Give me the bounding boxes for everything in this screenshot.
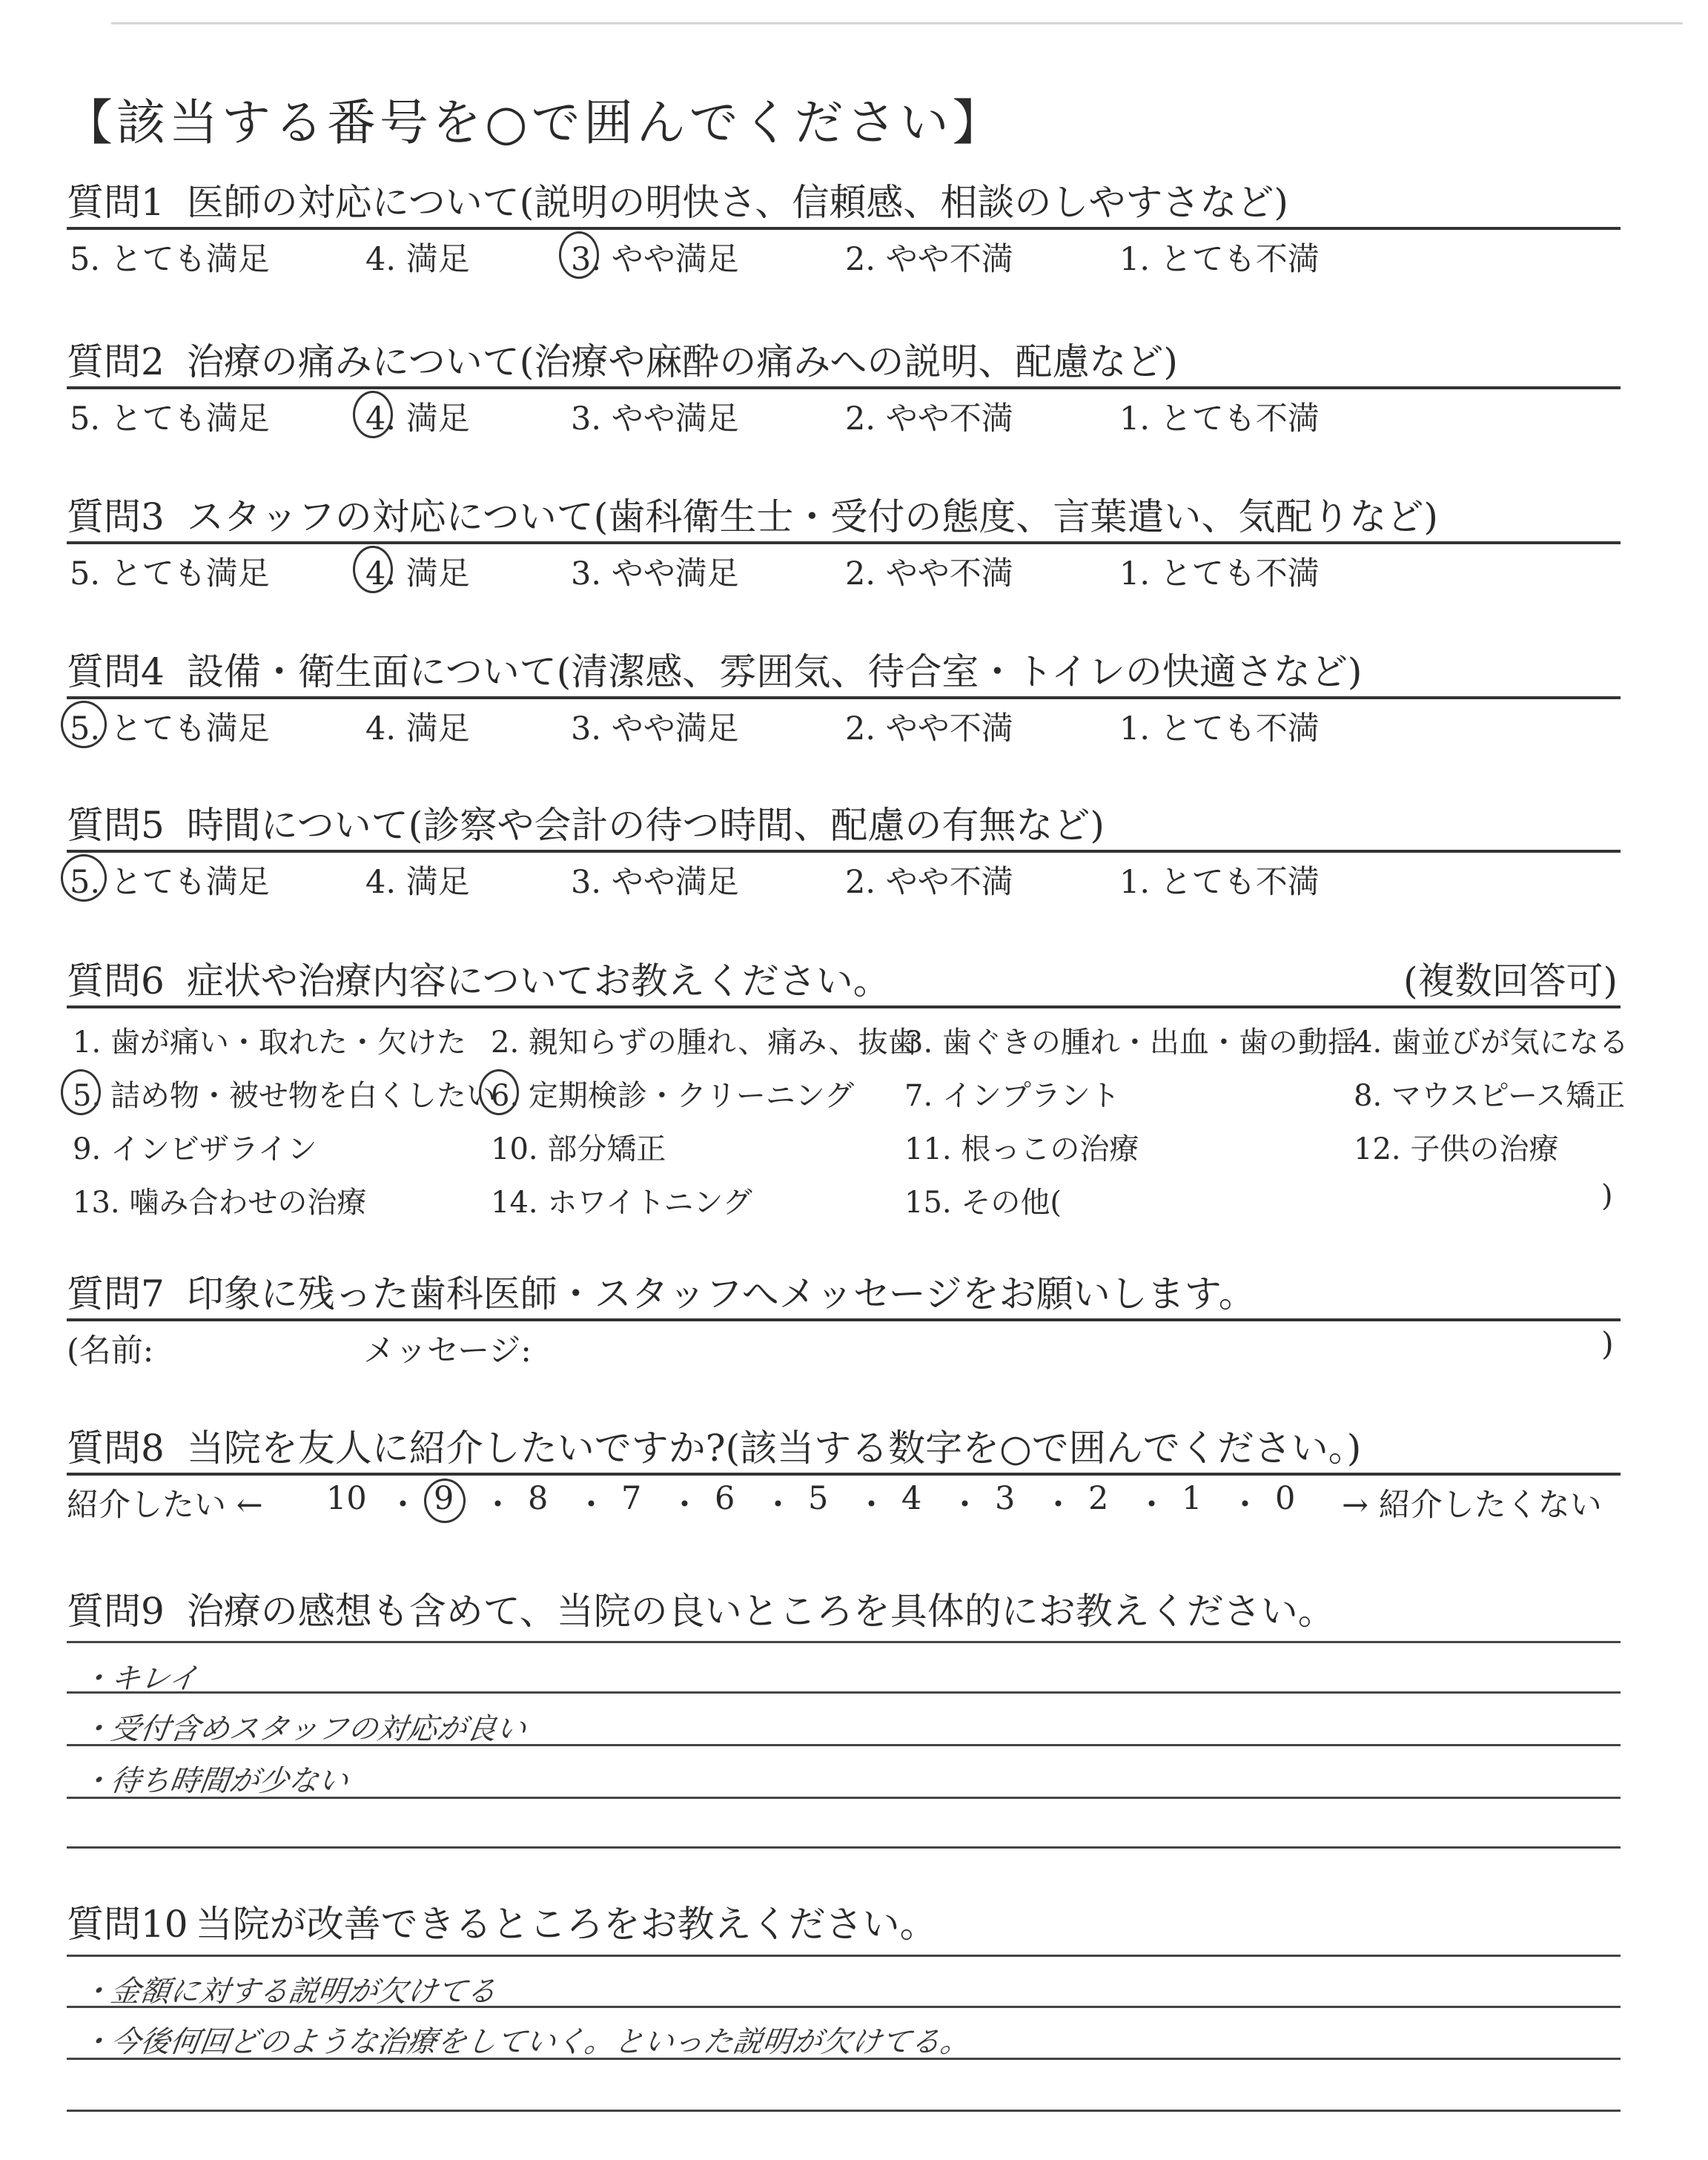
option-4[interactable]: 4. 満足 xyxy=(365,710,470,747)
question-text: スタッフの対応について(歯科衛生士・受付の態度、言葉遣い、気配りなど) xyxy=(186,495,1438,538)
scale-separator: ・ xyxy=(387,1487,419,1524)
handwritten-answer: ・受付含めスタッフの対応が良い xyxy=(79,1712,529,1746)
rating-options xyxy=(67,544,1621,596)
scale-8[interactable]: 8 xyxy=(528,1480,549,1517)
option-5[interactable]: 5. とても満足 xyxy=(70,864,270,901)
symptom-option[interactable]: 9. インビザライン xyxy=(73,1132,317,1166)
scale-1[interactable]: 1 xyxy=(1182,1480,1202,1517)
question-number: 質問6 xyxy=(67,960,165,1003)
question-2 xyxy=(67,337,1621,441)
answer-line xyxy=(67,1955,1621,1957)
question-text: 印象に残った歯科医師・スタッフへメッセージをお願いします。 xyxy=(186,1272,1256,1315)
scale-separator: ・ xyxy=(1229,1487,1261,1524)
selection-circle xyxy=(61,854,107,902)
question-number: 質問8 xyxy=(67,1427,165,1470)
option-1[interactable]: 1. とても不満 xyxy=(1119,710,1320,747)
top-border xyxy=(111,22,1683,24)
symptom-option-other[interactable]: 15. その他( xyxy=(904,1186,1062,1220)
rating-options xyxy=(67,389,1621,441)
option-1[interactable]: 1. とても不満 xyxy=(1119,555,1320,592)
scale-separator: ・ xyxy=(1042,1487,1074,1524)
rating-options xyxy=(67,230,1621,282)
scale-0[interactable]: 0 xyxy=(1275,1480,1296,1517)
selection-circle xyxy=(559,231,599,279)
option-3[interactable]: 3. やや満足 xyxy=(571,400,739,437)
symptom-option[interactable]: 8. マウスピース矯正 xyxy=(1354,1079,1626,1113)
question-text: 当院が改善できるところをお教えください。 xyxy=(195,1903,937,1946)
option-3[interactable]: 3. やや満足 xyxy=(571,555,739,592)
question-10 xyxy=(67,1900,1621,1949)
scale-10[interactable]: 10 xyxy=(326,1480,367,1517)
symptom-option[interactable]: 5. 詰め物・被せ物を白くしたい xyxy=(73,1079,496,1113)
scale-6[interactable]: 6 xyxy=(715,1480,735,1517)
symptom-option[interactable]: 11. 根っこの治療 xyxy=(904,1132,1139,1166)
recommend-scale xyxy=(67,1476,1621,1527)
option-5[interactable]: 5. とても満足 xyxy=(70,241,270,278)
question-number: 質問4 xyxy=(67,650,165,693)
scale-2[interactable]: 2 xyxy=(1088,1480,1109,1517)
selection-circle xyxy=(353,391,393,438)
selection-circle xyxy=(479,1069,519,1115)
scale-3[interactable]: 3 xyxy=(995,1480,1016,1517)
option-4[interactable]: 4. 満足 xyxy=(365,555,470,592)
answer-line xyxy=(67,1846,1621,1849)
question-text: 症状や治療内容についてお教えください。 xyxy=(186,960,890,1003)
scale-separator: ・ xyxy=(855,1487,887,1524)
question-text: 医師の対応について(説明の明快さ、信頼感、相談のしやすさなど) xyxy=(186,181,1288,224)
question-number: 質問7 xyxy=(67,1272,165,1315)
handwritten-answer: ・待ち時間が少ない xyxy=(79,1764,351,1798)
scale-separator: ・ xyxy=(949,1487,981,1524)
recommend-label: 紹介したい ← xyxy=(67,1487,263,1524)
option-4[interactable]: 4. 満足 xyxy=(365,400,470,437)
question-number: 質問2 xyxy=(67,340,165,383)
question-6 xyxy=(67,957,1629,1231)
option-2[interactable]: 2. やや不満 xyxy=(845,400,1013,437)
rating-options xyxy=(67,699,1621,751)
option-1[interactable]: 1. とても不満 xyxy=(1119,241,1320,278)
symptom-option[interactable]: 13. 噛み合わせの治療 xyxy=(73,1186,367,1220)
scale-separator: ・ xyxy=(1136,1487,1168,1524)
symptom-option[interactable]: 10. 部分矯正 xyxy=(491,1132,666,1166)
symptom-options xyxy=(67,1008,1629,1231)
symptom-option[interactable]: 6. 定期検診・クリーニング xyxy=(491,1079,855,1113)
option-2[interactable]: 2. やや不満 xyxy=(845,710,1013,747)
question-text: 時間について(診察や会計の待つ時間、配慮の有無など) xyxy=(186,804,1105,847)
question-number: 質問10 xyxy=(67,1903,188,1946)
message-field-label[interactable]: メッセージ: xyxy=(363,1332,532,1370)
option-5[interactable]: 5. とても満足 xyxy=(70,400,270,437)
rating-options xyxy=(67,853,1621,905)
question-7 xyxy=(67,1269,1621,1373)
handwritten-answer: ・今後何回どのような治療をしていく。といった説明が欠けてる。 xyxy=(79,2025,973,2059)
not-recommend-label: → 紹介したくない xyxy=(1342,1487,1602,1524)
symptom-option[interactable]: 12. 子供の治療 xyxy=(1354,1132,1559,1166)
symptom-option[interactable]: 1. 歯が痛い・取れた・欠けた xyxy=(73,1025,466,1060)
question-3 xyxy=(67,492,1621,596)
symptom-option[interactable]: 7. インプラント xyxy=(904,1079,1120,1113)
option-5[interactable]: 5. とても満足 xyxy=(70,555,270,592)
other-close-paren: ) xyxy=(1601,1179,1613,1213)
symptom-option[interactable]: 3. 歯ぐきの腫れ・出血・歯の動揺 xyxy=(904,1025,1357,1060)
option-3[interactable]: 3. やや満足 xyxy=(571,241,739,278)
question-number: 質問9 xyxy=(67,1590,165,1633)
question-number: 質問3 xyxy=(67,495,165,538)
option-1[interactable]: 1. とても不満 xyxy=(1119,864,1320,901)
option-3[interactable]: 3. やや満足 xyxy=(571,864,739,901)
option-2[interactable]: 2. やや不満 xyxy=(845,864,1013,901)
scale-separator: ・ xyxy=(762,1487,794,1524)
scale-separator: ・ xyxy=(669,1487,701,1524)
scale-5[interactable]: 5 xyxy=(808,1480,829,1517)
answer-line xyxy=(67,2110,1621,2112)
name-field-label[interactable]: (名前: xyxy=(67,1332,154,1370)
multiple-answer-note: (複数回答可) xyxy=(1403,960,1618,1003)
question-number: 質問1 xyxy=(67,181,165,224)
option-4[interactable]: 4. 満足 xyxy=(365,241,470,278)
question-text: 設備・衛生面について(清潔感、雰囲気、待合室・トイレの快適さなど) xyxy=(186,650,1363,693)
question-text: 当院を友人に紹介したいですか?(該当する数字を○で囲んでください。) xyxy=(186,1427,1362,1470)
message-close-paren: ) xyxy=(1601,1326,1614,1363)
instruction-header: 【該当する番号を○で囲んでください】 xyxy=(64,94,1005,151)
option-5[interactable]: 5. とても満足 xyxy=(70,710,270,747)
symptom-option[interactable]: 14. ホワイトニング xyxy=(491,1186,752,1220)
question-5 xyxy=(67,801,1621,905)
question-4 xyxy=(67,647,1621,751)
answer-line xyxy=(67,1641,1621,1643)
option-1[interactable]: 1. とても不満 xyxy=(1119,400,1320,437)
handwritten-answer: ・金額に対する説明が欠けてる xyxy=(79,1975,499,2009)
symptom-option[interactable]: 4. 歯並びが気になる xyxy=(1354,1025,1629,1060)
selection-circle xyxy=(61,701,107,748)
answer-line xyxy=(67,1691,1621,1694)
question-text: 治療の痛みについて(治療や麻酔の痛みへの説明、配慮など) xyxy=(186,340,1178,383)
question-8 xyxy=(67,1424,1621,1527)
selection-circle xyxy=(61,1069,101,1115)
scale-separator: ・ xyxy=(482,1487,514,1524)
option-4[interactable]: 4. 満足 xyxy=(365,864,470,901)
scale-4[interactable]: 4 xyxy=(901,1480,922,1517)
message-fields xyxy=(67,1321,1621,1373)
question-number: 質問5 xyxy=(67,804,165,847)
question-1 xyxy=(67,178,1621,282)
selection-circle xyxy=(424,1479,466,1523)
handwritten-answer: ・キレイ xyxy=(79,1662,201,1696)
question-9 xyxy=(67,1587,1621,1636)
selection-circle xyxy=(353,546,393,593)
scale-7[interactable]: 7 xyxy=(621,1480,642,1517)
scale-9[interactable]: 9 xyxy=(434,1480,454,1517)
question-text: 治療の感想も含めて、当院の良いところを具体的にお教えください。 xyxy=(186,1590,1335,1633)
scale-separator: ・ xyxy=(575,1487,607,1524)
option-2[interactable]: 2. やや不満 xyxy=(845,555,1013,592)
option-2[interactable]: 2. やや不満 xyxy=(845,241,1013,278)
symptom-option[interactable]: 2. 親知らずの腫れ、痛み、抜歯 xyxy=(491,1025,918,1060)
option-3[interactable]: 3. やや満足 xyxy=(571,710,739,747)
